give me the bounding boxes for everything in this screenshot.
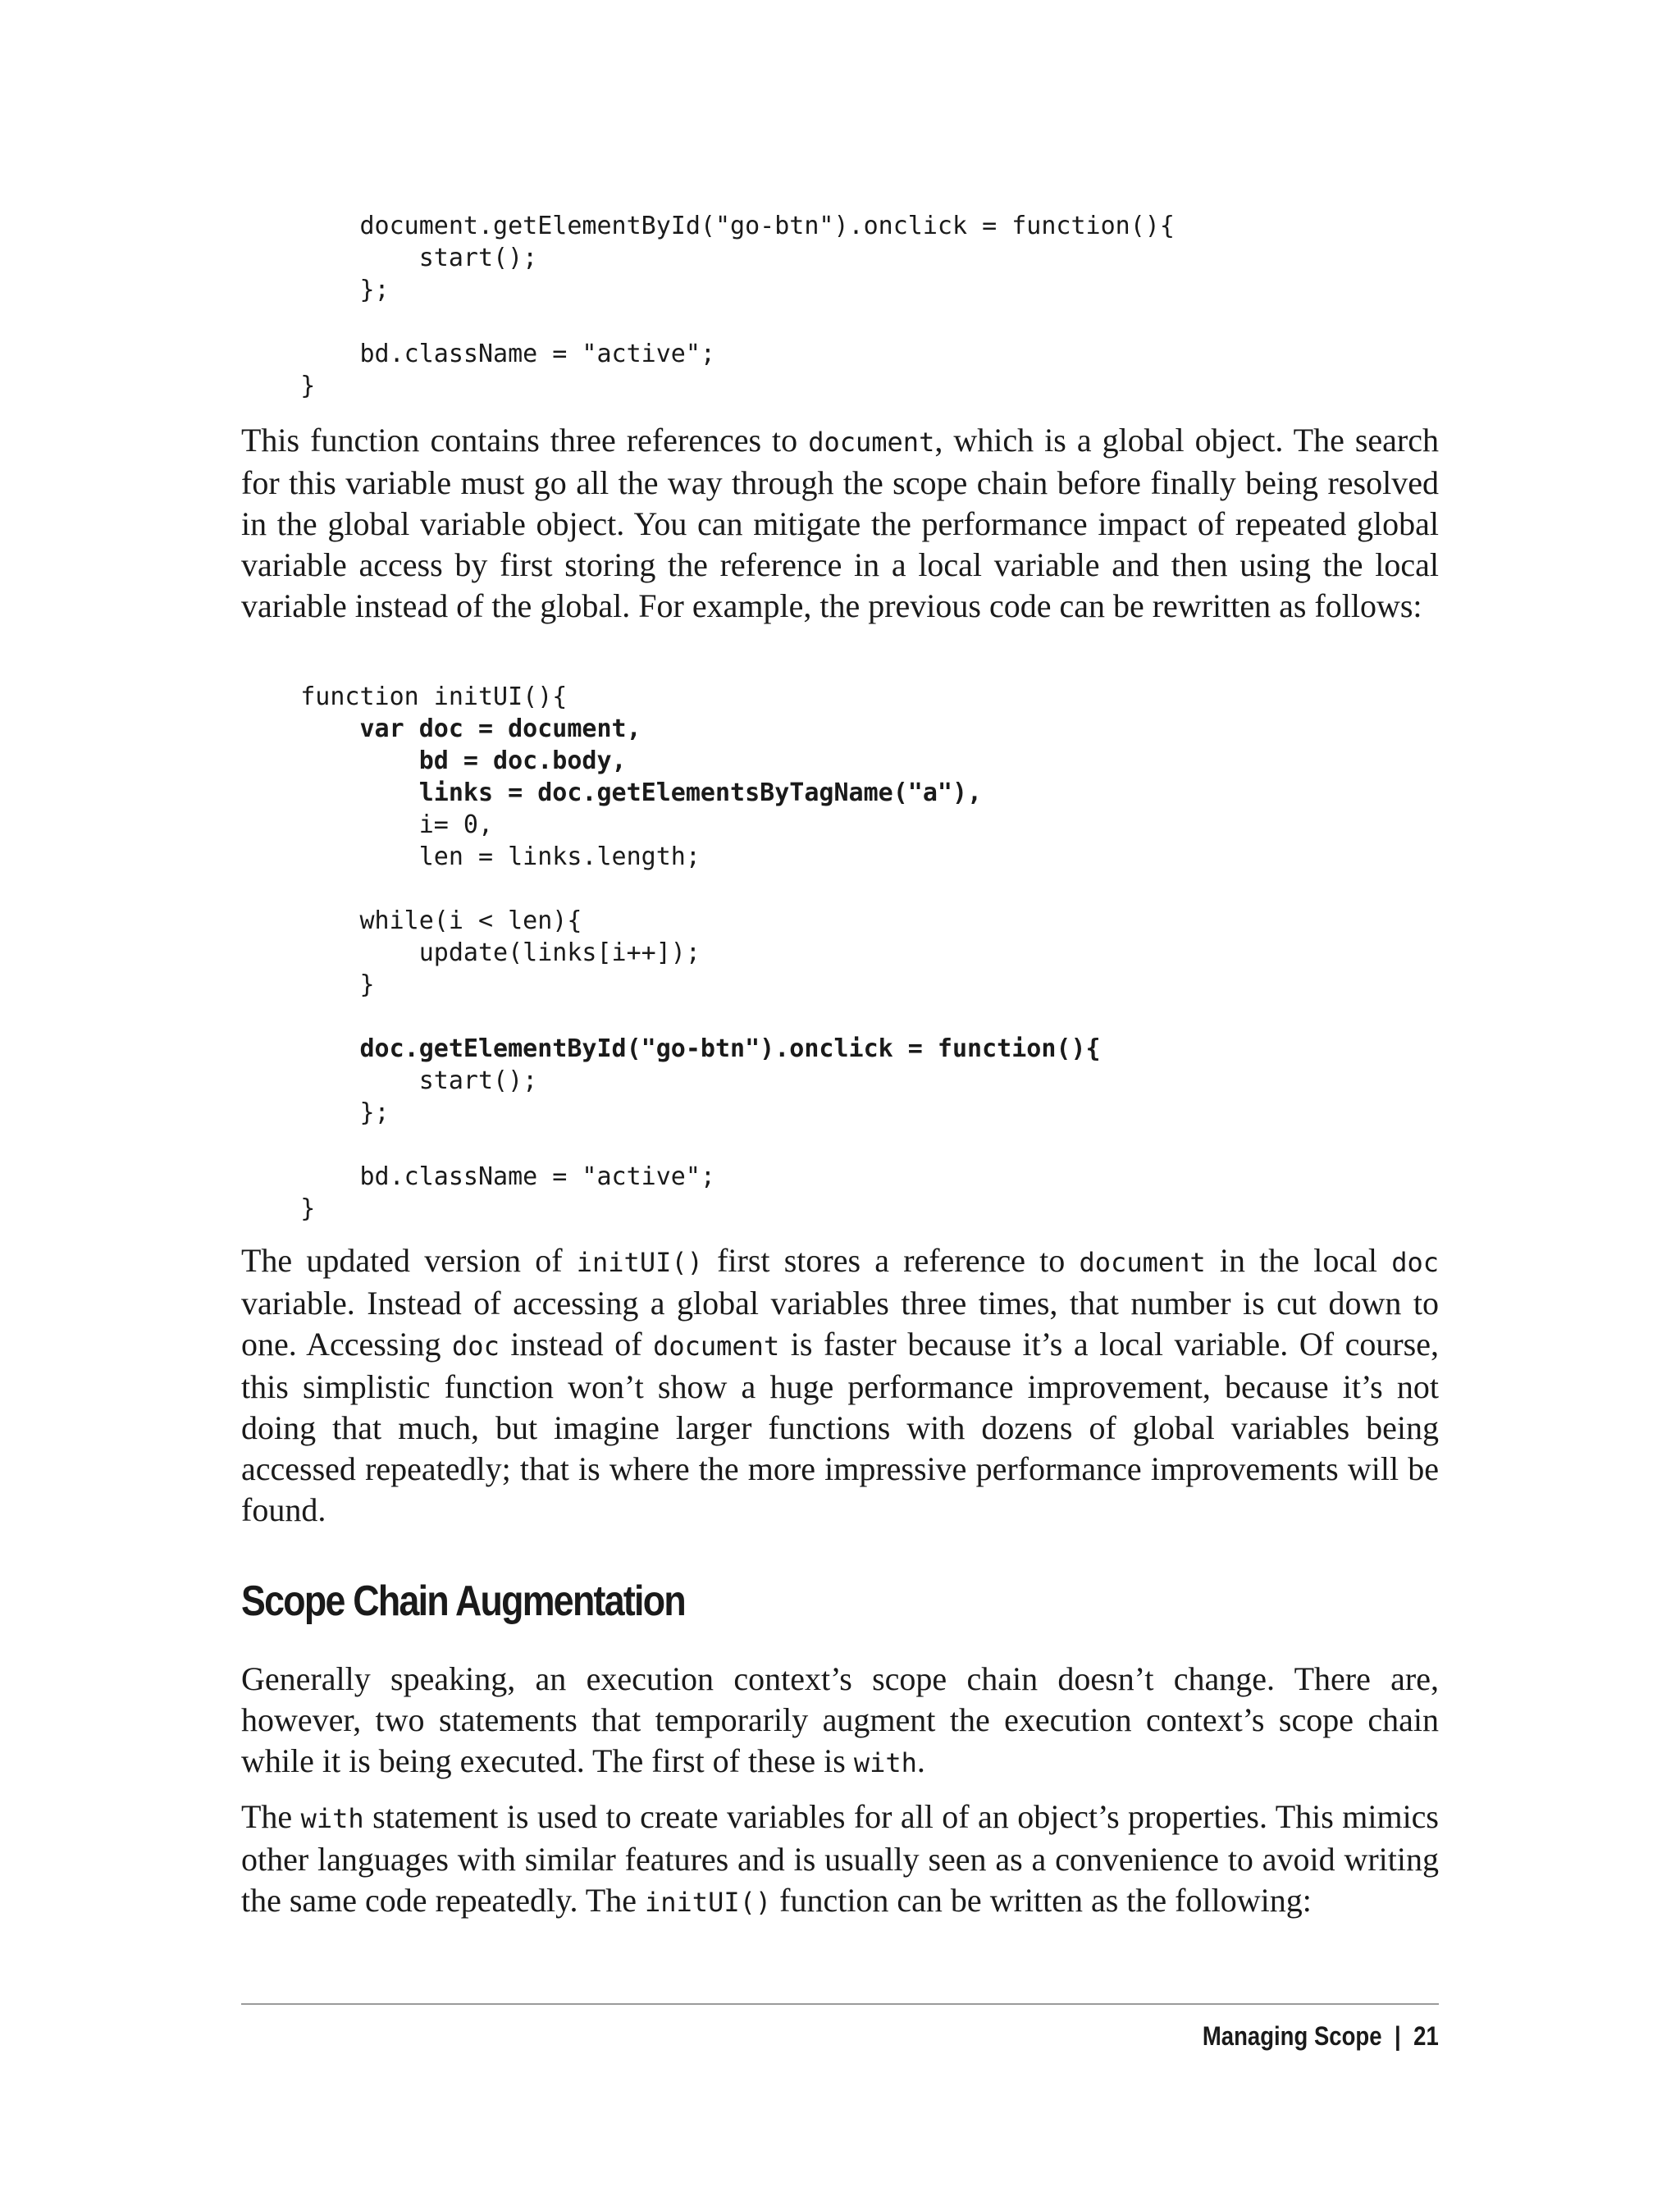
code-line: update(links[i++]); (241, 938, 701, 967)
page-number: 21 (1413, 2021, 1439, 2051)
code-line: start(); (241, 1066, 538, 1095)
code-line: }; (241, 1098, 390, 1127)
paragraph-explanation (241, 1240, 1439, 1531)
text: Generally speaking, an execution context’s scope chain doesn’t change. There are, however, two statements that temporarily augment the execution context’s scope chain while it is being executed. The first of these is (241, 1660, 1439, 1779)
code-line: var doc = document, (241, 714, 641, 743)
inline-code: with (853, 1747, 917, 1778)
code-line: document.getElementById("go-btn").onclick = function(){ (241, 212, 1175, 240)
paragraph-scope-chain (241, 1659, 1439, 1783)
text: is faster because it’s a local variable. Of course, this simplistic function won’t show a huge performance improvement, because it’s not doing that much, but imagine larger functions with dozens of global variables being accessed repeatedly; that is where the more impressive performance improvements will be found. (241, 1326, 1439, 1528)
text: The (241, 1798, 301, 1835)
inline-code: initUI() (576, 1247, 703, 1278)
text: function can be written as the following: (771, 1882, 1312, 1919)
code-block-top (241, 210, 1175, 402)
code-line: doc.getElementById("go-btn").onclick = function(){ (241, 1034, 1101, 1063)
footer-separator: | (1395, 2021, 1401, 2051)
page-footer (1203, 2020, 1439, 2052)
code-line: } (241, 372, 316, 400)
text: first stores a reference to (702, 1242, 1080, 1279)
paragraph-intro (241, 420, 1439, 627)
code-line: } (241, 970, 375, 999)
code-block-initui (241, 681, 1101, 1225)
inline-code: initUI() (645, 1887, 772, 1918)
code-line: len = links.length; (241, 842, 701, 871)
inline-code: document (808, 427, 935, 458)
text: instead of (499, 1326, 654, 1363)
section-heading: Scope Chain Augmentation (241, 1577, 685, 1625)
code-line: i= 0, (241, 810, 494, 839)
inline-code: doc (1391, 1247, 1440, 1278)
code-line: links = doc.getElementsByTagName("a"), (241, 778, 983, 807)
inline-code: document (1079, 1247, 1206, 1278)
text: This function contains three references to (241, 422, 809, 459)
inline-code: doc (452, 1331, 500, 1362)
text: variable. Instead of accessing a global variables three times, that number is cut down to one. Accessing (241, 1285, 1439, 1363)
text: . (916, 1742, 925, 1779)
code-line: while(i < len){ (241, 906, 582, 935)
text: statement is used to create variables for all of an object’s properties. This mimics other languages with similar features and is usually seen as a convenience to avoid writing the same code repeatedly. The (241, 1798, 1439, 1919)
text: in the local (1205, 1242, 1392, 1279)
text: , which is a global object. The search for this variable must go all the way through the scope chain before finally being resolved in the global variable object. You can mitigate the performance impact of repeated global variable access by first storing the reference in a local variable and then using the local variable instead of the global. For example, the previous code can be rewritten as follows: (241, 422, 1439, 624)
text: The updated version of (241, 1242, 577, 1279)
paragraph-with-statement (241, 1796, 1439, 1923)
code-line: bd = doc.body, (241, 746, 627, 775)
code-line: }; (241, 276, 390, 304)
code-line: start(); (241, 244, 538, 272)
code-line: bd.className = "active"; (241, 340, 715, 368)
footer-divider (241, 2003, 1439, 2005)
code-line: } (241, 1194, 316, 1223)
code-line: function initUI(){ (241, 682, 568, 711)
inline-code: with (300, 1803, 364, 1834)
code-line: bd.className = "active"; (241, 1162, 715, 1191)
inline-code: document (653, 1331, 780, 1362)
running-section-title: Managing Scope (1203, 2021, 1382, 2051)
